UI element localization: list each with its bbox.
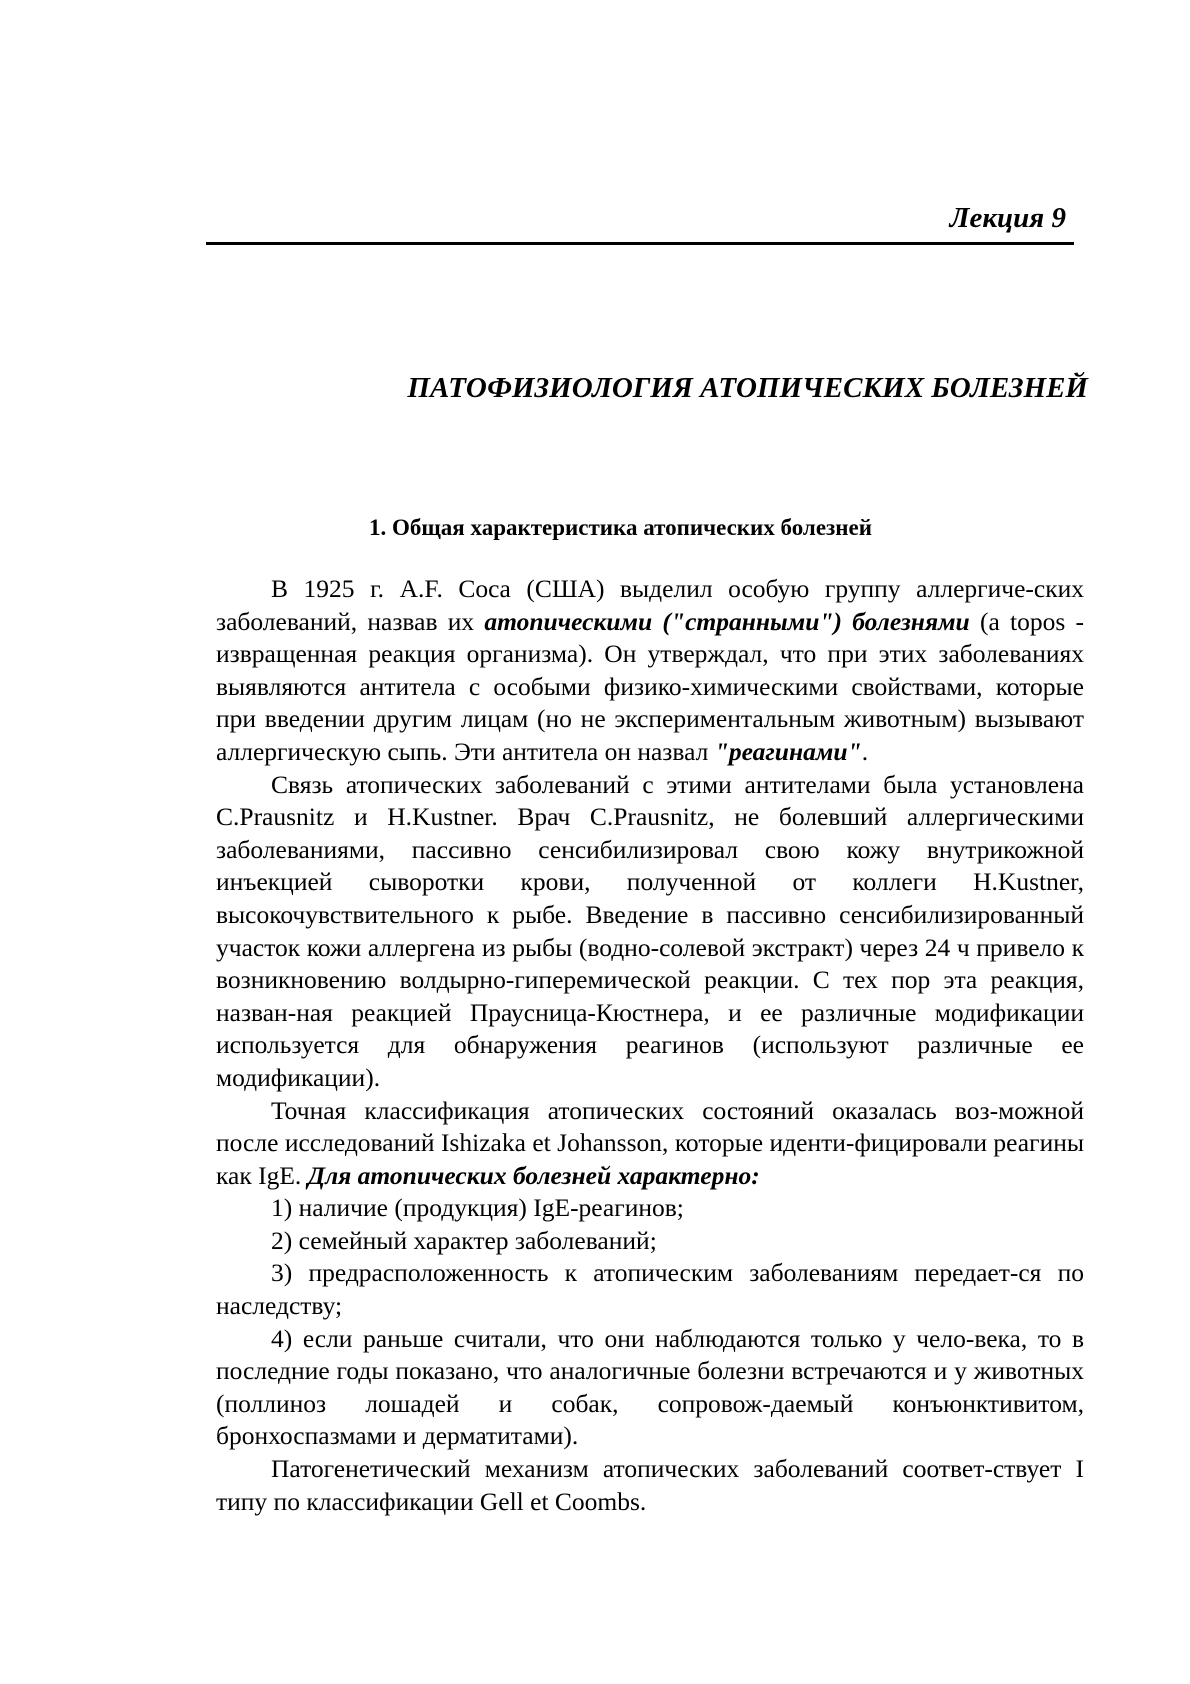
characteristic-heading: Для атопических болезней характерно: (307, 1160, 760, 1190)
atopic-diseases-term: атопическими ("странными") болезнями (484, 606, 970, 636)
paragraph-3 (216, 1095, 1084, 1193)
reagins-term: "реагинами" (714, 736, 862, 766)
list-item-2: 2) семейный характер заболеваний; (271, 1225, 657, 1255)
paragraph-1-text-a: В 1925 г. A.F. Coca (США) выделил особую группу аллергиче-ских заболеваний, назвав их (216, 574, 1084, 636)
paragraph-2: Связь атопических заболеваний с этими антителами была установлена C.Prausnitz и H.Kustner. Врач C.Prausnitz, не болевший аллергическими заболеваниями, пассивно сенсибилизировал свою кожу внутрикожной инъекцией сыворотки крови, полученной от коллеги H.Kustner, высокочувствительного к рыбе. Введение в пассивно сенсибилизированный участок кожи аллергена из рыбы (водно-солевой экстракт) через 24 ч привело к возникновению волдырно-гиперемической реакции. С тех пор эта реакция, назван-ная реакцией Праусница-Кюстнера, и ее различные модификации используется для обнаружения реагинов (используют различные ее модификации). (216, 769, 1084, 1092)
list-item-3: 3) предрасположенность к атопическим заболеваниям передает-ся по наследству; (216, 1258, 1084, 1321)
paragraph-1 (216, 573, 1084, 769)
paragraph-3-text-a: Точная классификация атопических состояний оказалась воз-можной после исследований Ishizaka et Johansson, которые иденти-фицировали реагины как IgE. (216, 1095, 1084, 1190)
list-item-1: 1) наличие (продукция) IgE-реагинов; (271, 1193, 684, 1223)
lecture-number: Лекция 9 (949, 202, 1066, 234)
lecture-header-rule (206, 202, 1074, 245)
section-heading-text: 1. Общая характеристика атопических болезней (369, 515, 872, 540)
list-item-4: 4) если раньше считали, что они наблюдаются только у чело-века, то в последние годы показано, что аналогичные болезни встречаются и у животных (поллиноз лошадей и собак, сопровож-даемый конъюнктивитом, бронхоспазмами и дерматитами). (216, 1323, 1084, 1451)
paragraph-1-text-e: . (861, 736, 869, 766)
paragraph-4: Патогенетический механизм атопических заболеваний соответ-ствует I типу по классификации Gell et Coombs. (216, 1454, 1084, 1516)
paragraph-1-text-c: (а topos - извращенная реакция организма). Он утверждал, что при этих заболеваниях выявляются антитела с особыми физико-химическими свойствами, которые при введении другим лицам (но не экспериментальным животным) вызывают аллергическую сыпь. Эти антитела он назвал (216, 606, 1085, 766)
chapter-title: ПАТОФИЗИОЛОГИЯ АТОПИЧЕСКИХ БОЛЕЗНЕЙ (407, 372, 1088, 404)
body-text (216, 573, 1084, 1518)
